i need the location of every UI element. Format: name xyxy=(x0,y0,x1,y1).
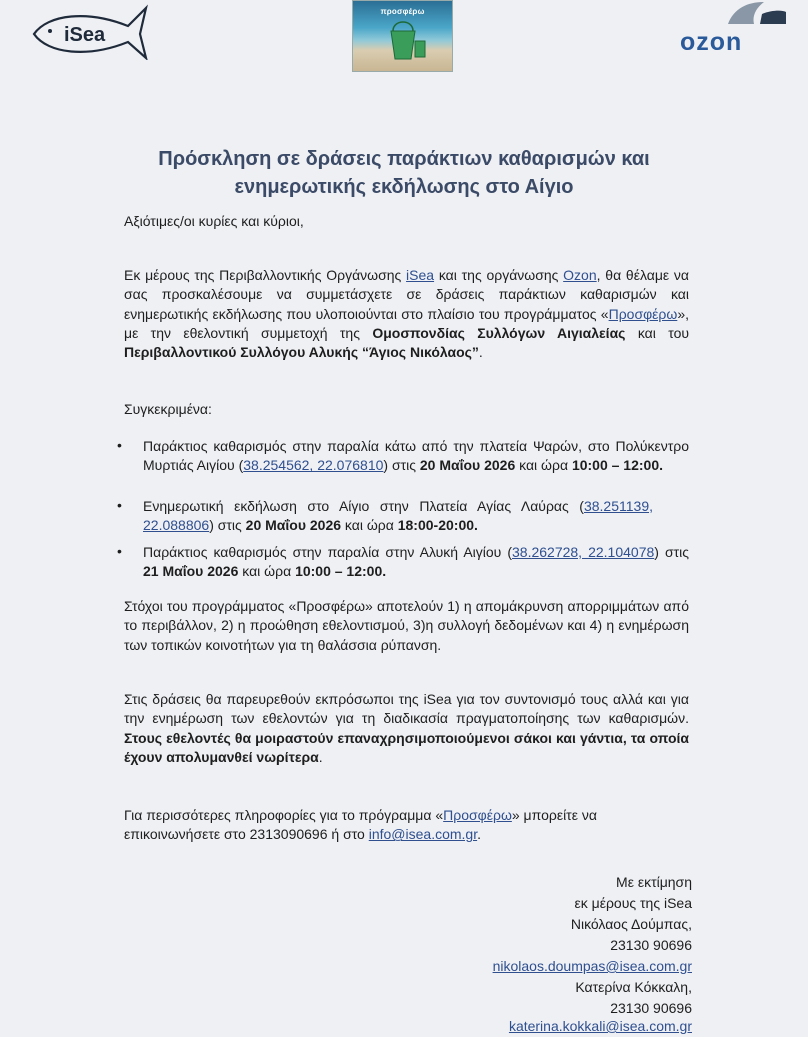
participation-text: Στις δράσεις θα παρευρεθούν εκπρόσωποι της iSea για τον συντονισμό τους αλλά και για την ενημέρωση των εθελοντών για τη διαδικασία πραγματοποίησης των καθαρισμών. xyxy=(124,691,689,727)
bullet-icon: • xyxy=(117,497,122,513)
signature-name-2: Κατερίνα Κόκκαλη, xyxy=(575,979,692,995)
ozon-logo xyxy=(676,0,786,58)
bullet-text: και ώρα xyxy=(515,457,572,474)
bullet-text: και ώρα xyxy=(238,563,296,580)
ozon-link[interactable]: Ozon xyxy=(563,267,597,283)
signature-phone-2: 23130 90696 xyxy=(610,1000,692,1016)
signature-regards: Με εκτίμηση xyxy=(616,874,692,890)
poster-title: προσφέρω xyxy=(380,7,425,16)
bullet-date: 21 Μαΐου 2026 xyxy=(143,563,239,580)
federation-name: Ομοσπονδίας Συλλόγων Αιγιαλείας xyxy=(372,324,626,341)
info-email-link[interactable]: info@isea.com.gr xyxy=(368,826,478,843)
isea-link[interactable]: iSea xyxy=(406,267,435,283)
bullet-text: ) στις xyxy=(654,544,689,560)
bullet-item-1 xyxy=(143,437,689,476)
bullet-text: ) στις xyxy=(209,517,246,534)
page-title xyxy=(100,145,708,201)
bullet-text: Παράκτιος καθαρισμός στην παραλία κάτω από την πλατεία Ψαρών, στο Πολύκεντρο Μυρτιάς Αιγίου ( xyxy=(143,438,689,474)
bucket-icon xyxy=(353,1,452,71)
signature-email-2[interactable]: katerina.kokkali@isea.com.gr xyxy=(508,1018,692,1034)
isea-logo-text: iSea xyxy=(64,24,106,46)
intro-text: Εκ μέρους της Περιβαλλοντικής Οργάνωσης xyxy=(124,267,407,283)
intro-text: και της οργάνωσης xyxy=(434,267,564,283)
signature-email-1[interactable]: nikolaos.doumpas@isea.com.gr xyxy=(492,958,692,974)
bullet-item-3 xyxy=(143,543,689,582)
bullet-text: ) στις xyxy=(383,457,420,474)
signature-email-1-wrap xyxy=(420,956,692,977)
bullet-icon: • xyxy=(117,543,122,559)
title-line-1: Πρόσκληση σε δράσεις παράκτιων καθαρισμών και xyxy=(158,148,650,170)
signature-phone-1: 23130 90696 xyxy=(610,937,692,953)
signature-on-behalf: εκ μέρους της iSea xyxy=(574,895,692,911)
contact-paragraph xyxy=(124,806,664,845)
intro-text: », με την εθελοντική συμμετοχή της xyxy=(124,305,689,341)
prosfero-link[interactable]: Προσφέρω xyxy=(443,807,512,823)
bullet-date: 20 Μαΐου 2026 xyxy=(245,517,342,534)
participation-bold: Στους εθελοντές θα μοιραστούν επαναχρησιμοποιούμενοι σάκοι και γάντια, τα οποία έχουν απολυμανθεί νωρίτερα xyxy=(124,729,689,765)
greeting: Αξιότιμες/οι κυρίες και κύριοι, xyxy=(124,213,304,229)
coords-link-1[interactable]: 38.254562, 22.076810 xyxy=(243,457,384,474)
intro-paragraph xyxy=(124,266,689,362)
bullet-time: 10:00 – 12:00. xyxy=(571,457,664,474)
coords-link-3[interactable]: 38.262728, 22.104078 xyxy=(512,544,655,560)
intro-text: , θα θέλαμε να σας προσκαλέσουμε να συμμετάσχετε σε δράσεις παράκτιων καθαρισμών και ενημερωτικής εκδήλωσης που υλοποιούνται στο πλαίσιο του προγράμματος « xyxy=(124,267,690,322)
intro-text: και του xyxy=(625,324,690,341)
participation-paragraph xyxy=(124,690,689,767)
signature-email-2-wrap xyxy=(420,1016,692,1037)
isea-logo xyxy=(28,4,150,60)
goals-paragraph: Στόχοι του προγράμματος «Προσφέρω» αποτελούν 1) η απομάκρυνση απορριμμάτων από το περιβάλλον, 2) η προώθηση εθελοντισμού, 3)η συλλογή δεδομένων και 4) η ενημέρωση των τοπικών κοινοτήτων για τη θαλάσσια ρύπανση. xyxy=(124,598,689,653)
specifically-label: Συγκεκριμένα: xyxy=(124,401,212,417)
intro-text: . xyxy=(478,344,483,361)
bullet-icon: • xyxy=(117,437,122,453)
prosfero-link[interactable]: Προσφέρω xyxy=(608,305,678,322)
prosfero-poster xyxy=(352,0,453,72)
signature-name-1: Νικόλαος Δούμπας, xyxy=(570,916,692,932)
bullet-item-2 xyxy=(143,497,653,536)
ozon-logo-text: ozon xyxy=(680,28,743,56)
bullet-date: 20 Μαΐου 2026 xyxy=(419,457,516,474)
bullet-time: 18:00-20:00. xyxy=(397,517,478,534)
coords-link-2[interactable]: 38.251139, 22.088806 xyxy=(143,498,653,534)
bullet-text: και ώρα xyxy=(341,517,398,534)
contact-text: . xyxy=(477,826,481,843)
title-line-2: ενημερωτικής εκδήλωσης στο Αίγιο xyxy=(234,176,574,198)
bullet-text: Παράκτιος καθαρισμός στην παραλία στην Αλυκή Αιγίου ( xyxy=(143,544,512,560)
contact-text: » μπορείτε να επικοινωνήσετε στο 2313090696 ή στο xyxy=(124,807,597,843)
participation-text: . xyxy=(318,748,323,765)
bullet-text: Ενημερωτική εκδήλωση στο Αίγιο στην Πλατεία Αγίας Λαύρας ( xyxy=(143,498,584,514)
association-name: Περιβαλλοντικού Συλλόγου Αλυκής “Άγιος Νικόλαος” xyxy=(124,344,479,361)
contact-text: Για περισσότερες πληροφορίες για το πρόγραμμα « xyxy=(124,807,444,823)
bullet-time: 10:00 – 12:00. xyxy=(295,563,387,580)
